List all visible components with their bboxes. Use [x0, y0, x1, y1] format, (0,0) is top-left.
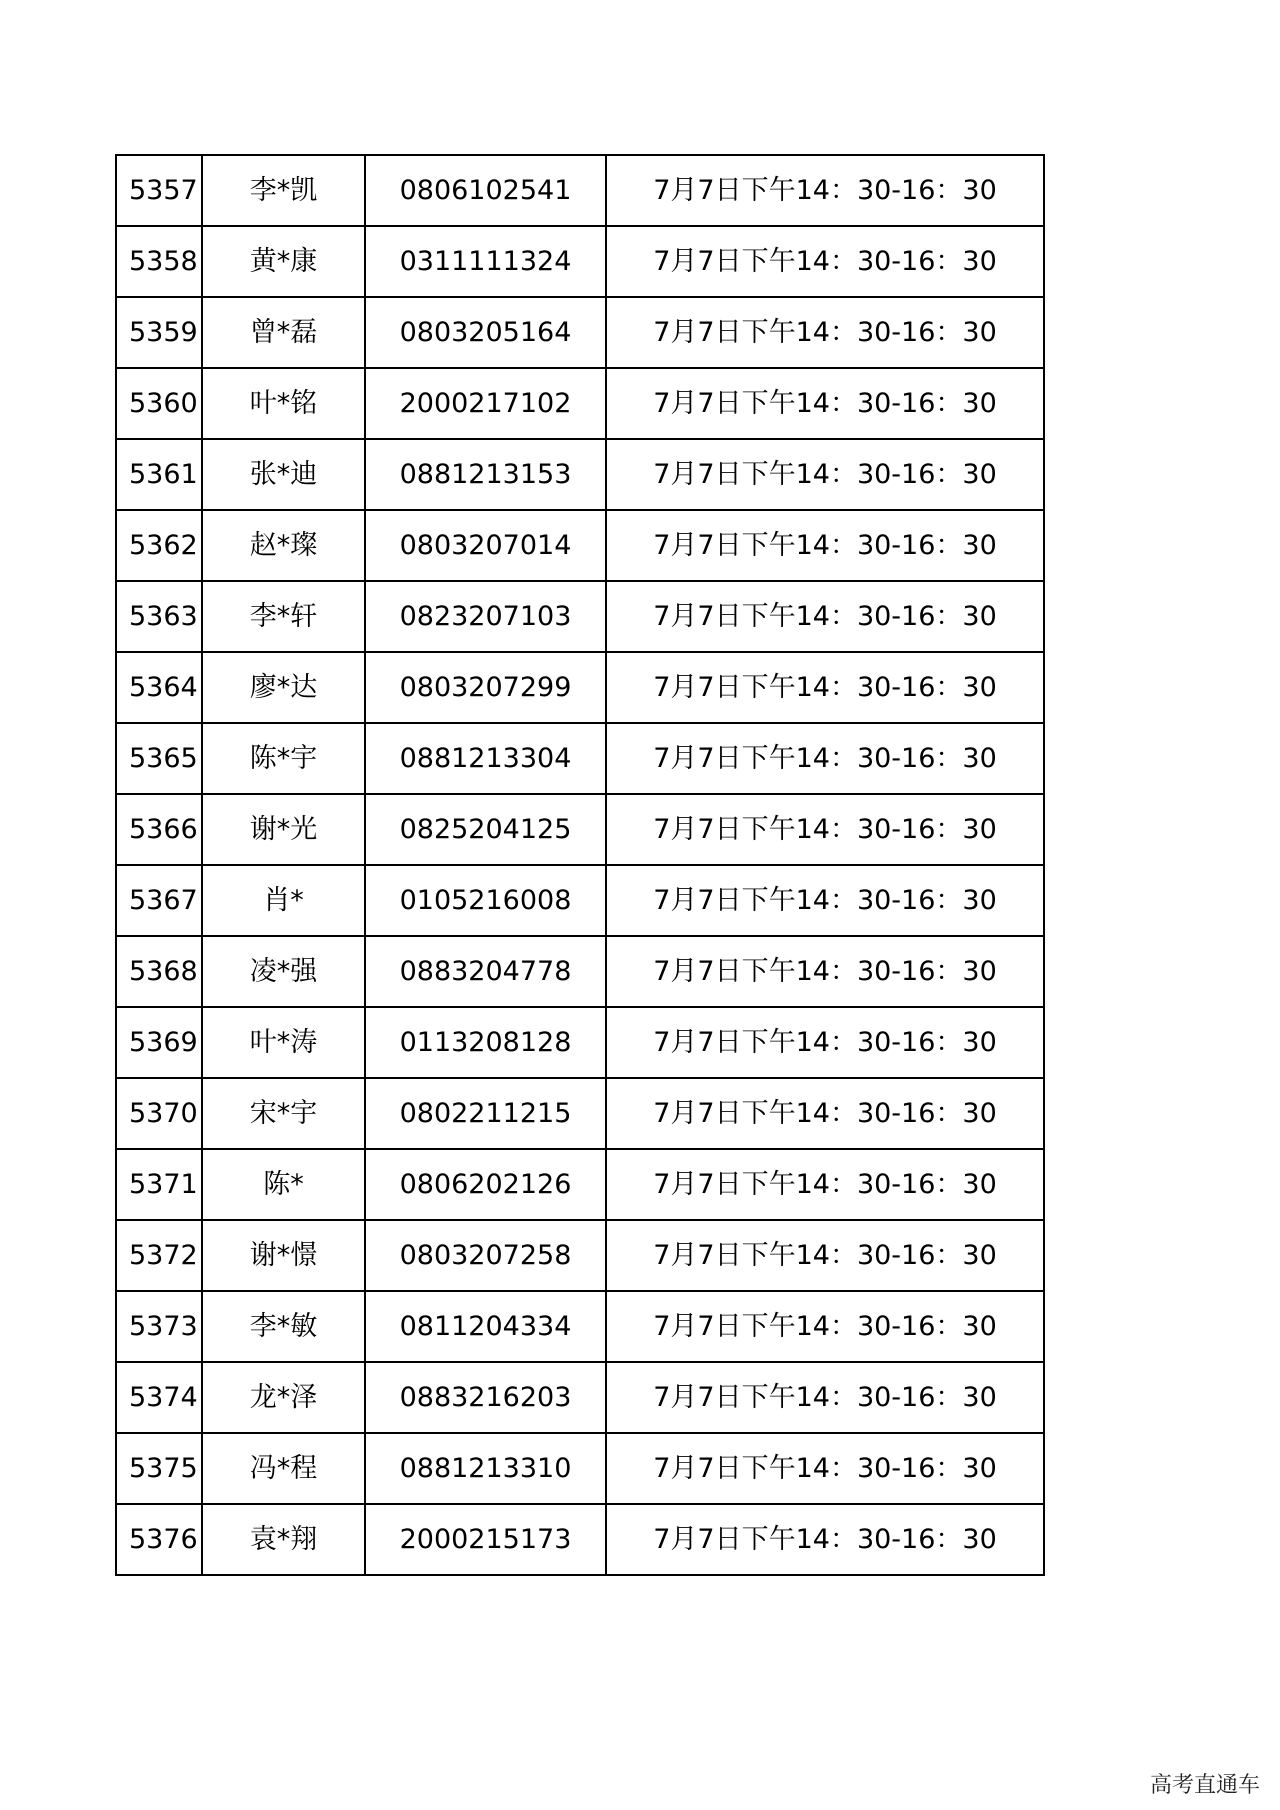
cell-time: 7月7日下午14：30-16：30: [606, 723, 1044, 794]
table-row: [116, 439, 1044, 510]
cell-name: 袁*翔: [202, 1504, 365, 1575]
cell-name: 陈*: [202, 1149, 365, 1220]
table-row: [116, 652, 1044, 723]
cell-name: 曾*磊: [202, 297, 365, 368]
cell-time: 7月7日下午14：30-16：30: [606, 794, 1044, 865]
cell-number: 0881213310: [365, 1433, 606, 1504]
cell-time: 7月7日下午14：30-16：30: [606, 1504, 1044, 1575]
cell-time: 7月7日下午14：30-16：30: [606, 1007, 1044, 1078]
cell-number: 0113208128: [365, 1007, 606, 1078]
cell-number: 0803207014: [365, 510, 606, 581]
cell-name: 叶*铭: [202, 368, 365, 439]
table-row: [116, 510, 1044, 581]
cell-name: 冯*程: [202, 1433, 365, 1504]
cell-id: 5361: [116, 439, 202, 510]
cell-id: 5372: [116, 1220, 202, 1291]
cell-time: 7月7日下午14：30-16：30: [606, 226, 1044, 297]
table-row: [116, 226, 1044, 297]
cell-name: 叶*涛: [202, 1007, 365, 1078]
table-row: [116, 1362, 1044, 1433]
cell-time: 7月7日下午14：30-16：30: [606, 439, 1044, 510]
cell-name: 肖*: [202, 865, 365, 936]
cell-id: 5375: [116, 1433, 202, 1504]
cell-id: 5364: [116, 652, 202, 723]
cell-id: 5374: [116, 1362, 202, 1433]
table-row: [116, 1504, 1044, 1575]
cell-name: 李*轩: [202, 581, 365, 652]
cell-number: 0823207103: [365, 581, 606, 652]
cell-id: 5366: [116, 794, 202, 865]
cell-time: 7月7日下午14：30-16：30: [606, 581, 1044, 652]
cell-time: 7月7日下午14：30-16：30: [606, 297, 1044, 368]
cell-number: 0803207299: [365, 652, 606, 723]
cell-id: 5360: [116, 368, 202, 439]
table-row: [116, 297, 1044, 368]
cell-name: 宋*宇: [202, 1078, 365, 1149]
table-row: [116, 1007, 1044, 1078]
cell-name: 黄*康: [202, 226, 365, 297]
table-row: [116, 155, 1044, 226]
cell-name: 张*迪: [202, 439, 365, 510]
cell-name: 凌*强: [202, 936, 365, 1007]
cell-number: 0105216008: [365, 865, 606, 936]
cell-number: 2000217102: [365, 368, 606, 439]
cell-time: 7月7日下午14：30-16：30: [606, 510, 1044, 581]
cell-number: 0806202126: [365, 1149, 606, 1220]
cell-number: 0803207258: [365, 1220, 606, 1291]
cell-name: 李*凯: [202, 155, 365, 226]
table-row: [116, 1220, 1044, 1291]
cell-id: 5373: [116, 1291, 202, 1362]
cell-time: 7月7日下午14：30-16：30: [606, 1362, 1044, 1433]
table-row: [116, 581, 1044, 652]
cell-number: 0802211215: [365, 1078, 606, 1149]
cell-name: 廖*达: [202, 652, 365, 723]
cell-number: 0881213304: [365, 723, 606, 794]
cell-id: 5362: [116, 510, 202, 581]
cell-name: 李*敏: [202, 1291, 365, 1362]
table-row: [116, 1291, 1044, 1362]
cell-time: 7月7日下午14：30-16：30: [606, 865, 1044, 936]
table-row: [116, 794, 1044, 865]
cell-name: 赵*璨: [202, 510, 365, 581]
cell-time: 7月7日下午14：30-16：30: [606, 1220, 1044, 1291]
cell-id: 5371: [116, 1149, 202, 1220]
table-row: [116, 723, 1044, 794]
cell-name: 龙*泽: [202, 1362, 365, 1433]
cell-name: 谢*光: [202, 794, 365, 865]
cell-number: 0883204778: [365, 936, 606, 1007]
table-row: [116, 936, 1044, 1007]
cell-id: 5368: [116, 936, 202, 1007]
cell-number: 0881213153: [365, 439, 606, 510]
cell-id: 5370: [116, 1078, 202, 1149]
table-row: [116, 368, 1044, 439]
cell-time: 7月7日下午14：30-16：30: [606, 1291, 1044, 1362]
cell-time: 7月7日下午14：30-16：30: [606, 1078, 1044, 1149]
table-row: [116, 1433, 1044, 1504]
table-row: [116, 1149, 1044, 1220]
cell-number: 0811204334: [365, 1291, 606, 1362]
cell-time: 7月7日下午14：30-16：30: [606, 1149, 1044, 1220]
cell-id: 5376: [116, 1504, 202, 1575]
table-body: [116, 155, 1044, 1575]
cell-time: 7月7日下午14：30-16：30: [606, 155, 1044, 226]
cell-number: 0806102541: [365, 155, 606, 226]
cell-id: 5369: [116, 1007, 202, 1078]
schedule-table: [115, 154, 1045, 1576]
table-row: [116, 865, 1044, 936]
cell-number: 0803205164: [365, 297, 606, 368]
cell-number: 0883216203: [365, 1362, 606, 1433]
cell-number: 2000215173: [365, 1504, 606, 1575]
cell-name: 谢*憬: [202, 1220, 365, 1291]
cell-number: 0311111324: [365, 226, 606, 297]
cell-name: 陈*宇: [202, 723, 365, 794]
cell-number: 0825204125: [365, 794, 606, 865]
table-row: [116, 1078, 1044, 1149]
cell-id: 5365: [116, 723, 202, 794]
cell-time: 7月7日下午14：30-16：30: [606, 1433, 1044, 1504]
watermark-text: 高考直通车: [1150, 1773, 1261, 1798]
cell-id: 5363: [116, 581, 202, 652]
cell-id: 5367: [116, 865, 202, 936]
cell-time: 7月7日下午14：30-16：30: [606, 368, 1044, 439]
cell-id: 5358: [116, 226, 202, 297]
cell-time: 7月7日下午14：30-16：30: [606, 652, 1044, 723]
cell-time: 7月7日下午14：30-16：30: [606, 936, 1044, 1007]
cell-id: 5359: [116, 297, 202, 368]
cell-id: 5357: [116, 155, 202, 226]
